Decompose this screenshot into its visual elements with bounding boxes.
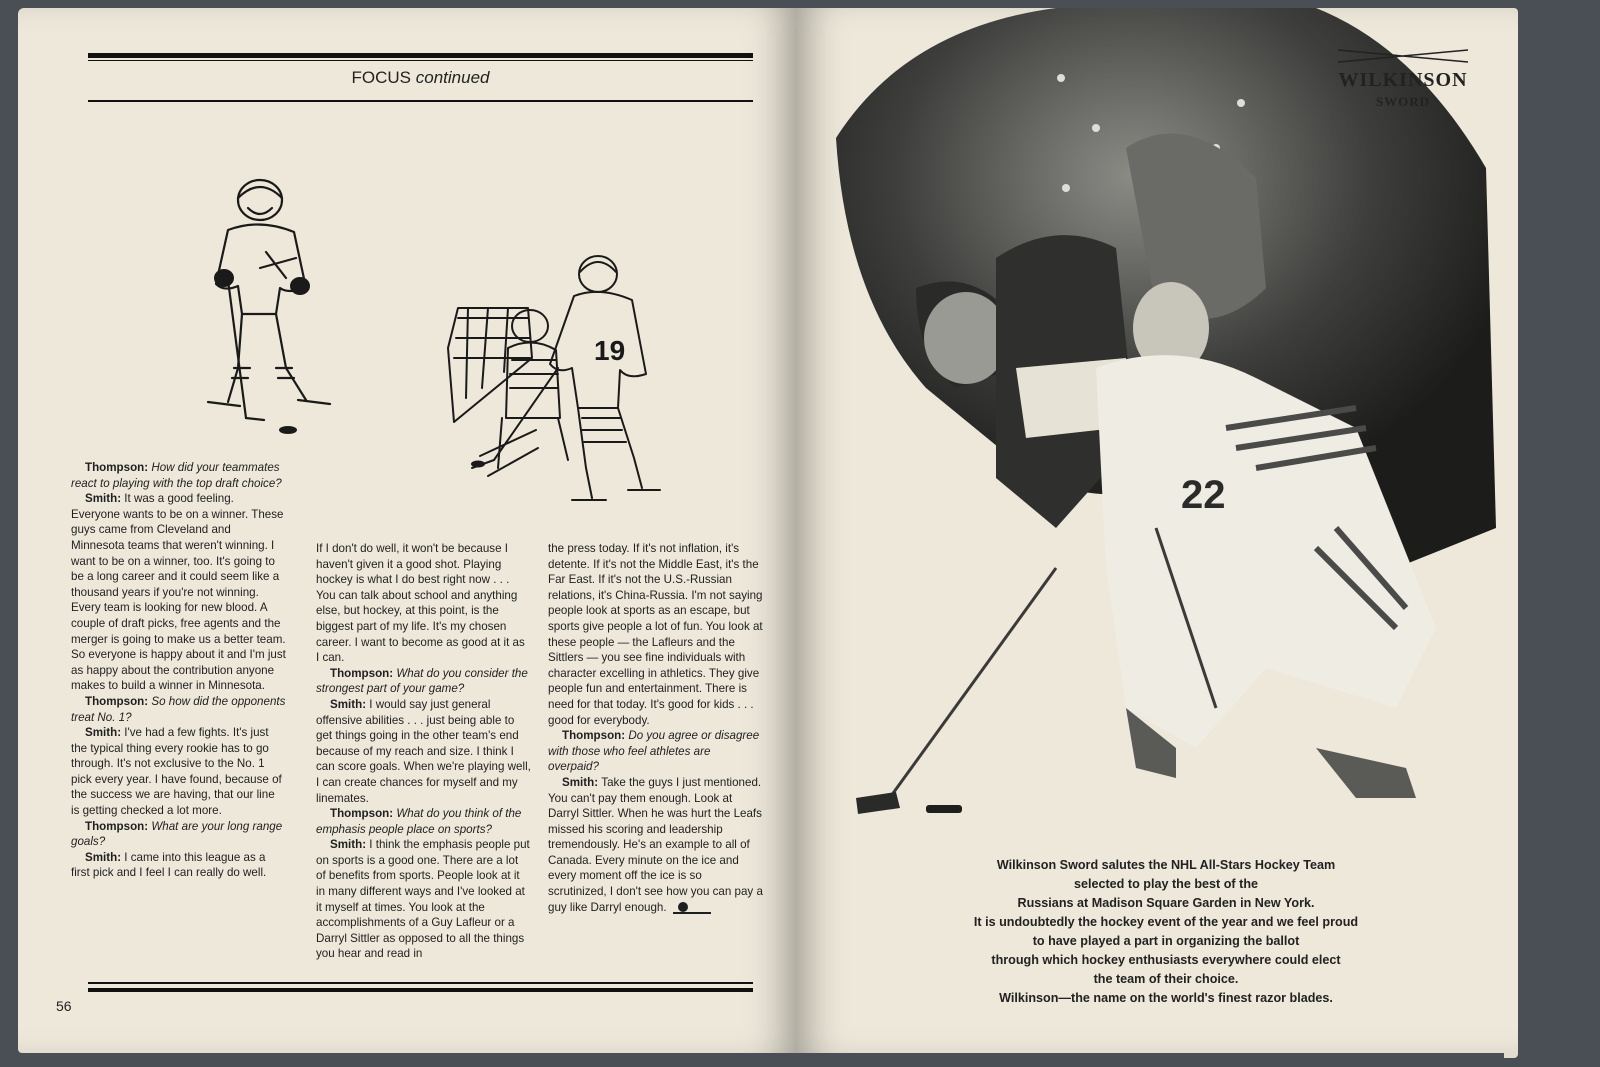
cartoon-goalie-illustration: [438, 248, 688, 518]
interview-paragraph: [316, 666, 531, 697]
speaker-name: Thompson:: [85, 819, 152, 833]
caption-line: Wilkinson Sword salutes the NHL All-Stars Hockey Team: [996, 858, 1336, 872]
interview-paragraph: [316, 541, 531, 666]
interview-column-2: [316, 541, 531, 962]
interview-answer: It was a good feeling. Everyone wants to be on a winner. These guys came from Cleveland and Minnesota teams that weren't winning. I want to be on a winner, too. It's going to be a long career and it could seem like a thousand years if you're not winning. Every team is looking for new blood. A couple of draft picks, free agents and the merger is going to make us a better team. So everyone is happy about it and I'm just as happy about the contribution anyone makes to build a winner in Minnesota.: [71, 492, 286, 693]
interview-paragraph: [71, 460, 286, 491]
magazine-spread: [18, 8, 1518, 1058]
footer-rule-thick: [88, 988, 753, 992]
footer-rule: [88, 982, 753, 984]
speaker-name: Smith:: [562, 775, 602, 789]
interview-answer: I've had a few fights. It's just the typical thing every rookie has to go through. It's not exclusive to the No. 1 pick every year. I have found, because of the success we are having, that our line is getting checked a lot more.: [71, 726, 282, 818]
crossed-swords-icon: [1328, 48, 1478, 64]
speaker-name: Thompson:: [85, 694, 152, 708]
interview-answer: I think the emphasis people put on sports is a good one. There are a lot of benefits from sports. People look at it in many different ways and I've looked at it myself at times. You look at the accomplishments of a Guy Lafleur or a Darryl Sittler as opposed to all the things you hear and read in: [316, 838, 530, 961]
interview-answer: the press today. If it's not inflation, it's detente. If it's not the Middle East, it's the Far East. If it's not the U.S.-Russian relations, it's China-Russia. I'm not saying people look at sports as an escape, but sports give people a lot of fun. You look at these people — the Lafleurs and the Sittlers — you see fine individuals with character excelling in athletics. They give people fun and entertainment. There is need for that today. It's good for kids . . . good for everybody.: [548, 542, 763, 727]
interview-paragraph: [548, 775, 763, 915]
interview-question: What do you consider the strongest part of your game?: [316, 666, 528, 696]
speaker-name: Smith:: [330, 838, 370, 852]
caption-line: selected to play the best of the: [1073, 877, 1259, 891]
header-rule: [88, 53, 753, 58]
right-page-advertisement: [796, 8, 1518, 1053]
interview-question: What are your long range goals?: [71, 819, 283, 849]
advertisement-caption: [936, 856, 1396, 1008]
header-underline: [88, 100, 753, 102]
speaker-name: Thompson:: [330, 807, 397, 821]
interview-paragraph: [316, 806, 531, 837]
interview-paragraph: [71, 725, 286, 819]
interview-paragraph: [316, 837, 531, 962]
page-number: 56: [56, 998, 72, 1014]
speaker-name: Thompson:: [85, 461, 152, 474]
speaker-name: Smith:: [330, 697, 370, 711]
section-title: FOCUS: [351, 68, 412, 87]
speaker-name: Smith:: [85, 726, 125, 740]
section-header: [88, 68, 753, 88]
interview-answer: Take the guys I just mentioned. You can't pay them enough. Look at Darryl Sittler. When he was hurt the Leafs missed his scoring and leadership tremendously. He's an example to all of Canada. Every minute on the ice and every moment off the ice is so scrutinized, I don't see how you can pay a guy like Darryl enough.: [548, 775, 763, 914]
caption-line: It is undoubtedly the hockey event of the year and we feel proud: [973, 915, 1359, 929]
interview-question: How did your teammates react to playing with the top draft choice?: [71, 461, 282, 490]
left-page: [18, 8, 796, 1053]
speaker-name: Smith:: [85, 492, 125, 506]
interview-paragraph: [548, 728, 763, 775]
cartoon-skater-illustration: [168, 168, 368, 458]
interview-question: What do you think of the emphasis people place on sports?: [316, 807, 522, 836]
hockey-painting-illustration: [796, 8, 1518, 848]
speaker-name: Smith:: [85, 850, 125, 864]
speaker-name: Thompson:: [330, 666, 397, 680]
speaker-name: Thompson:: [562, 729, 629, 743]
interview-paragraph: [548, 541, 763, 728]
header-rule-thin: [88, 60, 753, 61]
jersey-number-19: 19: [594, 335, 626, 366]
interview-answer: If I don't do well, it won't be because I haven't given it a good shot. Playing hockey is what I do best right now . . . You can talk about school and anything else, but hockey, at this point, is the biggest part of my life. It's my chosen career. I want to become as good at it as I can.: [316, 542, 525, 665]
logo-subtitle: SWORD: [1375, 94, 1431, 109]
interview-answer: I would say just general offensive abilities . . . just being able to get things going in the other team's end because of my reach and size. I think I can score goals. When we're playing well, I can create chances for myself and my linemates.: [316, 697, 531, 805]
jersey-number-22: 22: [1181, 473, 1226, 517]
wilkinson-sword-logo: [1328, 48, 1478, 110]
interview-paragraph: [71, 491, 286, 694]
interview-paragraph: [316, 697, 531, 806]
caption-line: to have played a part in organizing the ballot: [1032, 934, 1300, 948]
caption-line: Russians at Madison Square Garden in New York.: [1017, 896, 1315, 910]
interview-column-1: [71, 460, 286, 881]
section-title-suffix: continued: [415, 68, 490, 87]
caption-line: Wilkinson—the name on the world's finest razor blades.: [999, 991, 1333, 1005]
logo-wordmark: WILKINSON: [1338, 69, 1468, 91]
caption-line: through which hockey enthusiasts everywhere could elect: [991, 953, 1341, 967]
interview-answer: I came into this league as a first pick and I feel I can really do well.: [71, 850, 267, 880]
interview-column-3: [548, 541, 763, 915]
hockey-end-mark-icon: [671, 901, 713, 915]
caption-line: the team of their choice.: [1093, 972, 1239, 986]
interview-question: So how did the opponents treat No. 1?: [71, 694, 286, 724]
interview-paragraph: [71, 850, 286, 881]
interview-paragraph: [71, 819, 286, 850]
interview-paragraph: [71, 694, 286, 725]
interview-question: Do you agree or disagree with those who feel athletes are overpaid?: [548, 729, 760, 774]
